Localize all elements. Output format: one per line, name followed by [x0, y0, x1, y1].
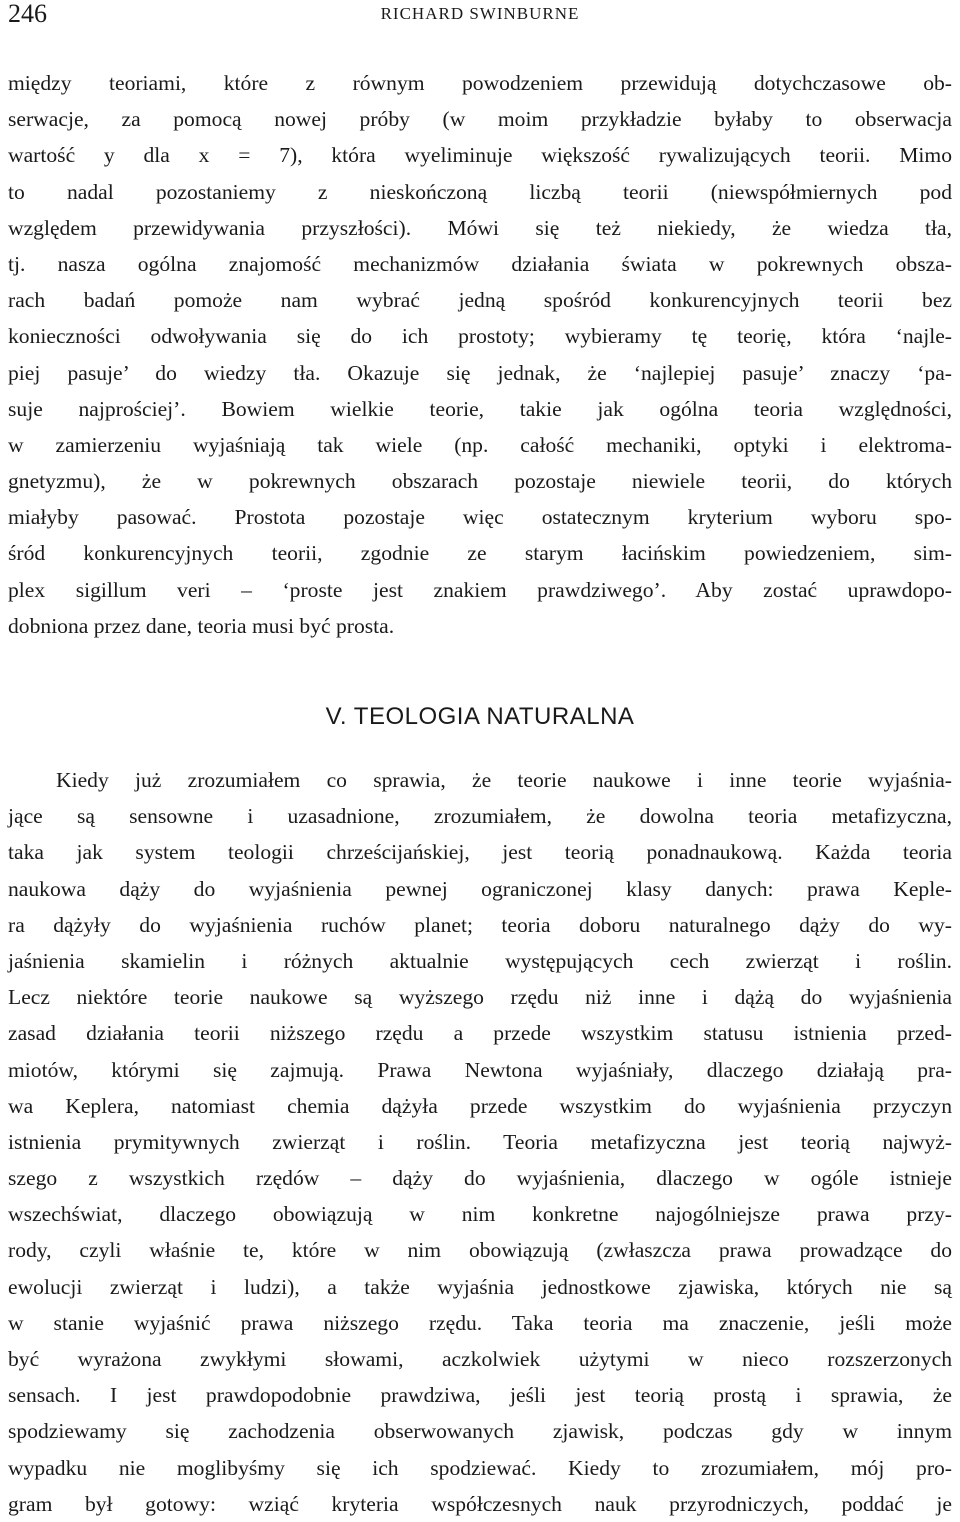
text-line: gnetyzmu), że w pokrewnych obszarach pozostaje niewiele teorii, do których [8, 469, 952, 494]
text-line: szego z wszystkich rzędów – dąży do wyjaśnienia, dlaczego w ogóle istnieje [8, 1166, 952, 1191]
text-line: względem przewidywania przyszłości). Mówi się też niekiedy, że wiedza tła, [8, 215, 952, 240]
text-line: w stanie wyjaśnić prawa niższego rzędu. Taka teoria ma znaczenie, jeśli może [8, 1310, 952, 1335]
text-line: miotów, którymi się zajmują. Prawa Newtona wyjaśniały, dlaczego działają pra- [8, 1057, 952, 1082]
text-line: konieczności odwoływania się do ich prostoty; wybieramy tę teorię, która ‘najle- [8, 324, 952, 349]
page-number: 246 [8, 0, 47, 28]
text-line: serwacje, za pomocą nowej próby (w moim przykładzie byłaby to obserwacja [8, 107, 952, 132]
text-line: gram był gotowy: wziąć kryteria współczesnych nauk przyrodniczych, poddać je [8, 1491, 952, 1516]
paragraph-2 [8, 762, 952, 1522]
text-line: sensach. I jest prawdopodobnie prawdziwa, jeśli jest teorią prostą i sprawia, że [8, 1383, 952, 1408]
text-line: suje najprościej’. Bowiem wielkie teorie, takie jak ogólna teoria względności, [8, 396, 952, 421]
page-header [8, 0, 952, 32]
text-line: ewolucji zwierząt i ludzi), a także wyjaśnia jednostkowe zjawiska, których nie są [8, 1274, 952, 1299]
running-head: RICHARD SWINBURNE [380, 4, 580, 23]
text-line: ra dążyły do wyjaśnienia ruchów planet; teoria doboru naturalnego dąży do wy- [8, 912, 952, 937]
text-line: piej pasuje’ do wiedzy tła. Okazuje się jednak, że ‘najlepiej pasuje’ znaczy ‘pa- [8, 360, 952, 385]
text-line: rach badań pomoże nam wybrać jedną spośród konkurencyjnych teorii bez [8, 288, 952, 313]
text-line: plex sigillum veri – ‘proste jest znakiem prawdziwego’. Aby zostać uprawdopo- [8, 577, 952, 602]
text-line: naukowa dąży do wyjaśnienia pewnej ograniczonej klasy danych: prawa Keple- [8, 876, 952, 901]
text-line: istnienia prymitywnych zwierząt i roślin. Teoria metafizyczna jest teorią najwyż- [8, 1129, 952, 1154]
text-line: być wyrażona zwykłymi słowami, aczkolwiek użytymi w nieco rozszerzonych [8, 1347, 952, 1371]
text-line: wypadku nie moglibyśmy się ich spodziewać. Kiedy to zrozumiałem, mój pro- [8, 1455, 952, 1480]
text-line: wa Keplera, natomiast chemia dążyła przede wszystkim do wyjaśnienia przyczyn [8, 1093, 952, 1118]
text-line: wartość y dla x = 7), która wyeliminuje większość rywalizujących teorii. Mimo [8, 143, 952, 168]
text-line: jące są sensowne i uzasadnione, zrozumiałem, że dowolna teoria metafizyczna, [8, 804, 952, 829]
section-heading: V. TEOLOGIA NATURALNA [325, 703, 635, 730]
text-line: między teoriami, które z równym powodzeniem przewidują dotychczasowe ob- [8, 71, 952, 95]
text-line: śród konkurencyjnych teorii, zgodnie ze starym łacińskim powiedzeniem, sim- [8, 541, 952, 566]
text-line: w zamierzeniu wyjaśniają tak wiele (np. całość mechaniki, optyki i elektroma- [8, 432, 952, 457]
text-line: dobniona przez dane, teoria musi być prosta. [8, 613, 395, 638]
text-line: wszechświat, dlaczego obowiązują w nim konkretne najogólniejsze prawa przy- [8, 1202, 952, 1227]
text-line: to nadal pozostaniemy z nieskończoną liczbą teorii (niewspółmiernych pod [8, 179, 952, 204]
paragraph-1 [8, 65, 952, 644]
text-line: spodziewamy się zachodzenia obserwowanych zjawisk, podczas gdy w innym [8, 1419, 952, 1444]
text-line: Lecz niektóre teorie naukowe są wyższego rzędu niż inne i dążą do wyjaśnienia [8, 985, 952, 1010]
text-line: tj. nasza ogólna znajomość mechanizmów działania świata w pokrewnych obsza- [8, 251, 952, 276]
text-line: jaśnienia skamielin i różnych aktualnie występujących cech zwierząt i roślin. [8, 948, 952, 973]
text-line: miałyby pasować. Prostota pozostaje więc ostatecznym kryterium wyboru spo- [8, 505, 952, 530]
text-line: taka jak system teologii chrześcijańskiej, jest teorią ponadnaukową. Każda teoria [8, 840, 952, 865]
text-line: rody, czyli właśnie te, które w nim obowiązują (zwłaszcza prawa prowadzące do [8, 1238, 952, 1263]
text-line: zasad działania teorii niższego rzędu a przede wszystkim statusu istnienia przed- [8, 1021, 952, 1046]
text-line: Kiedy już zrozumiałem co sprawia, że teorie naukowe i inne teorie wyjaśnia- [56, 768, 952, 792]
